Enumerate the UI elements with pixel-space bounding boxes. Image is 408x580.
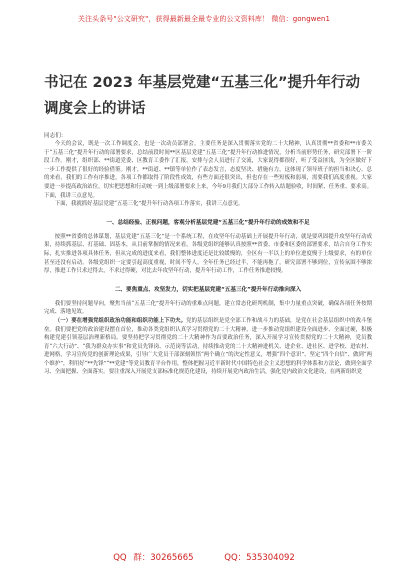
section-1-paragraph: 按照**省委的总体谋划，基层党建“五基三化”是一个系统工程，在攻坚年行动基础上开展提升年行动，就是要巩固提升攻坚年行动成果，持续抓基层、打基础、固基本，从目前掌握的情况来看，各级党组织能够认真按照**省委、市委和区委的部署要求，结合自身工作实际，扎实推进各项具体任务，但从完成的进度来看，我们整体进度还是比较缓慢的，全区有一半以上的单位进度慢于上级要求，有的单位甚至还没有启动。各级党组织一定要引起高度重视，时间不等人，全年任务已经过半，不能再拖了，研究部署不够到位，宣传氛围不够浓厚，推进工作只求过得去，不求过得硬，对比去年攻坚年行动，提升年行动工作，工作任务推进较慢。: [44, 233, 372, 275]
intro-paragraph: 今天的会议，既是一次工作调度会，也是一次动员部署会。主要任务是深入贯彻落实党的二十大精神，认真贯彻**省委和**市委关于“五基三化”提升年行动的部署要求，总结前段时间**区基层党建“五基三化”提升年行动推进情况，分析当前形势任务，研究部署下一阶段工作。刚才，组织部、**街道党委、区教育工委作了汇报，安排与会人员进行了交流，大家说得都很好，听了受益匪浅，为全区做好下一步工作提供了很好的经验借鉴。刚才，**街道、**镇等单位作了表态发言，态度坚决、措施有力，这体现了领导班子的担当和决心。总的来看，我们的工作有序推进，各项工作都取得了阶段性成效，有些方面还很突出，但也存在一些短板和弱项，需要我们高度重视。大家要进一步提高政治站位，切实把思想和行动统一到上级部署要求上来，今年9月我们大部分工作转入结题验收，时间紧、任务重、要求高。下面，我讲三点意见。: [44, 141, 372, 199]
subsection-text: 党的基层组织是党全部工作和战斗力的基础，是党在社会基层组织中的战斗堡垒。我们要把党的政治建设摆在首位，推动各类党组织认真学习贯彻党的二十大精神，进一步推动党组织建设全面进步、全面过硬，积极构建党建引领基层治理新格局。要坚持把学习贯彻党的二十大精神作为首要政治任务，深入开展学习宣传贯彻党的二十大精神，党员教育“六大行动”、“我为群众办实事”和党员先锋岗、示范岗等活动，持续推动党的二十大精神进机关、进企业、进社区、进学校、进农村、进网格，学习宣传党的创新理论成果，引导广大党员干部深刻领悟“两个确立”的决定性意义，增强“四个意识”、坚定“四个自信”、做到“两个维护”，利用好“**先锋”“**党建”等党员教育平台作用，整体把握习近平新时代中国特色社会主义思想的科学体系和方法论，做到全面学习、全面把握、全面落实。要注重深入开展党支部标准化规范化建设，持续开展党内政治生活，强化党内政治文化建设，在两新组织党: [44, 317, 372, 376]
document-page: [44, 32, 372, 552]
header-banner: 关注头条号"公文研究"，获得最新最全最专业的公文资料库！ 微信：gongwen1: [77, 15, 331, 23]
footer-qq-group: QQ 群：30265665: [113, 553, 194, 563]
intro-paragraph: 下面，我就抓好基层党建“五基三化”提升年行动各项工作落实，我讲三点意见。: [54, 201, 244, 208]
salutation: 同志们：: [44, 133, 67, 139]
section-heading-1: 一、总结经验、正视问题，客观分析基层党建“五基三化”提升年行动的成效和不足: [106, 219, 310, 226]
footer-qq: QQ：535304092: [224, 553, 295, 563]
subsection-lead: （一）要在增强党组织政治功能和组织功能上下功夫。: [54, 317, 187, 324]
section-heading-2: 二、要焦重点、攻坚发力，切实把基层党建“五基三化”提升年行动推向深入: [114, 286, 302, 293]
subsection-paragraph: [44, 317, 372, 377]
section-2-paragraph: 我们要坚持问题导向，聚焦当前“五基三化”提升年行动的重难点问题，建立常态化研判机制，集中力量重点突破，确保各项任务按期完成、落地见效。: [44, 300, 372, 316]
document-title: 书记在 2023 年基层党建“五基三化”提升年行动调度会上的讲话: [44, 75, 361, 117]
footer-contact: [0, 551, 408, 563]
